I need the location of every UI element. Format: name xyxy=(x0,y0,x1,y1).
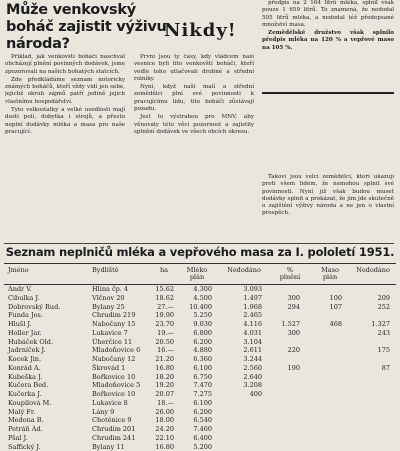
headline-answer: Nikdy! xyxy=(164,20,237,41)
cell-milk-plan: 10.400 xyxy=(178,303,212,312)
cell-residence: Nabočany 15 xyxy=(92,320,148,329)
cell-name: Kučerka J. xyxy=(8,390,92,399)
paragraph: Příklad, jak venkovští boháči naschvál obcházejí plnění povinných dodávek, jsme zpozorovali na našich bohatých statcích. xyxy=(5,54,125,76)
table-row xyxy=(4,364,396,373)
cell-ha: 16.— xyxy=(148,346,174,355)
paragraph: předpis na 2 164 litrů mléka, splnil však pouze 1 659 litrů. To znamená, že nedodal 505 litrů mléka, a nedodal též předepsané množství masa. xyxy=(262,0,394,29)
cell-pct: 300 xyxy=(268,329,300,338)
cell-residence: Úherčice 11 xyxy=(92,338,148,347)
header-pct: % plnění xyxy=(276,267,304,281)
cell-ha: 19.— xyxy=(148,329,174,338)
cell-ha: 16.80 xyxy=(148,364,174,373)
table-row xyxy=(4,311,396,320)
cell-residence: Vlčnov 20 xyxy=(92,294,148,303)
cell-name: Holler Jar. xyxy=(8,329,92,338)
cell-pct: 294 xyxy=(268,303,300,312)
header-milk-plan: Mléko plán xyxy=(184,267,210,281)
paragraph: Jest to výstrahou pro MNV, aby věnovaly této věci pozornost a zajistily splnění dodávek ve všech obcích okresu. xyxy=(134,114,254,136)
cell-residence: Bylany 25 xyxy=(92,303,148,312)
table-header xyxy=(4,263,396,285)
cell-residence: Lukavice 8 xyxy=(92,399,148,408)
paragraph: Tyto velkostatky a velké usedlosti mají dosti polí, dobytka i strojů, a přesto neplní dodávky mléka a masa pro naše pracující. xyxy=(5,107,125,136)
cell-milk-short: 4.031 xyxy=(220,329,262,338)
cell-ha: 27.— xyxy=(148,303,174,312)
cell-milk-short: 3.104 xyxy=(220,338,262,347)
table-row xyxy=(4,373,396,382)
cell-milk-plan: 6.400 xyxy=(178,434,212,443)
table-row xyxy=(4,381,396,390)
cell-milk-plan: 6.200 xyxy=(178,338,212,347)
article-column-3 xyxy=(262,0,394,84)
paragraph: Nyní, když naši malí a střední zemědělci plní své povinnosti k pracujícímu lidu, tito boháči zůstávají pozadu. xyxy=(134,84,254,113)
cell-milk-plan: 4.300 xyxy=(178,285,212,294)
cell-ha: 21.20 xyxy=(148,355,174,364)
cell-milk-short: 3.093 xyxy=(220,285,262,294)
cell-name: Kučera Bed. xyxy=(8,381,92,390)
article-column-2 xyxy=(134,54,254,240)
cell-ha: 18.62 xyxy=(148,294,174,303)
table-title: Seznam neplničů mléka a vepřového masa za I. pololetí 1951. xyxy=(0,245,400,259)
table-row xyxy=(4,338,396,347)
cell-name: Koupilová M. xyxy=(8,399,92,408)
column-divider xyxy=(262,92,394,94)
table-row xyxy=(4,443,396,451)
cell-residence: Bořkovice 10 xyxy=(92,390,148,399)
cell-meat-short: 209 xyxy=(348,294,390,303)
cell-name: Kubeška J. xyxy=(8,373,92,382)
cell-residence: Chotěnice 9 xyxy=(92,416,148,425)
cell-milk-short: 2.465 xyxy=(220,311,262,320)
cell-name: Funda Jos. xyxy=(8,311,92,320)
header-meat-short: Nedodáno xyxy=(354,267,392,274)
article-column-1 xyxy=(5,54,125,240)
paragraph: Zde předkládáme seznam notoricky známých boháčů, kteří vždy vidí jen sebe, jejichž okruh zájmů patří jedině jejich vlastnímu hospodářství. xyxy=(5,77,125,106)
header-name: Jméno xyxy=(8,267,29,274)
cell-residence: Škrovád 1 xyxy=(92,364,148,373)
cell-residence: Lány 9 xyxy=(92,408,148,417)
cell-pct: 190 xyxy=(268,364,300,373)
cell-ha: 19.20 xyxy=(148,381,174,390)
cell-name: Medona B. xyxy=(8,416,92,425)
cell-milk-plan: 7.275 xyxy=(178,390,212,399)
cell-residence: Bořkovice 10 xyxy=(92,373,148,382)
cell-milk-plan: 5.200 xyxy=(178,443,212,451)
table-row xyxy=(4,294,396,303)
cell-ha: 16.80 xyxy=(148,443,174,451)
cell-milk-plan: 6.540 xyxy=(178,416,212,425)
cell-meat-short: 1.327 xyxy=(348,320,390,329)
cell-name: Konrád A. xyxy=(8,364,92,373)
cell-name: Kocek Jin. xyxy=(8,355,92,364)
cell-residence: Chrudim 201 xyxy=(92,425,148,434)
table-row xyxy=(4,390,396,399)
section-divider xyxy=(4,243,394,244)
cell-ha: 18.20 xyxy=(148,373,174,382)
table-row xyxy=(4,285,396,294)
cell-milk-short: 400 xyxy=(220,390,262,399)
cell-ha: 22.10 xyxy=(148,434,174,443)
table-body xyxy=(4,285,396,451)
table-row xyxy=(4,329,396,338)
cell-name: Malý Fr. xyxy=(8,408,92,417)
table-row xyxy=(4,416,396,425)
cell-residence: Bylany 11 xyxy=(92,443,148,451)
cell-meat-short: 243 xyxy=(348,329,390,338)
header-residence: Bydliště xyxy=(92,267,119,274)
cell-pct: 220 xyxy=(268,346,300,355)
cell-ha: 18.00 xyxy=(148,416,174,425)
cell-meat-plan: 468 xyxy=(306,320,342,329)
cell-name: Pšal J. xyxy=(8,434,92,443)
cell-milk-plan: 6.750 xyxy=(178,373,212,382)
cell-meat-short: 87 xyxy=(348,364,390,373)
table-row xyxy=(4,303,396,312)
table-row xyxy=(4,346,396,355)
table-row xyxy=(4,425,396,434)
cell-milk-plan: 9.030 xyxy=(178,320,212,329)
cell-residence: Lukavice 7 xyxy=(92,329,148,338)
cell-milk-plan: 7.460 xyxy=(178,425,212,434)
cell-ha: 18.— xyxy=(148,399,174,408)
cell-meat-short: 175 xyxy=(348,346,390,355)
cell-ha: 20.50 xyxy=(148,338,174,347)
cell-milk-short: 2.640 xyxy=(220,373,262,382)
cell-meat-plan: 107 xyxy=(306,303,342,312)
header-meat-plan: Maso plán xyxy=(316,267,344,281)
cell-name: Cibulka J. xyxy=(8,294,92,303)
cell-milk-short: 3.244 xyxy=(220,355,262,364)
cell-pct: 1.527 xyxy=(268,320,300,329)
paragraph: První jsou ty časy, kdy vládcem naší vesnice byli tito venkovští boháči, kteří vedle toho utlačovali drobné a střední rolníky. xyxy=(134,54,254,83)
defaulters-table xyxy=(4,263,396,451)
cell-ha: 20.07 xyxy=(148,390,174,399)
table-row xyxy=(4,320,396,329)
cell-residence: Hlina čp. 4 xyxy=(92,285,148,294)
cell-ha: 26.00 xyxy=(148,408,174,417)
paragraph-bold: Zemědělské družstvo však splnilo předpis mléka na 120 % a vepřové maso na 105 %. xyxy=(262,30,394,52)
cell-name: Petráň Ad. xyxy=(8,425,92,434)
table-row xyxy=(4,399,396,408)
cell-ha: 23.70 xyxy=(148,320,174,329)
cell-ha: 24.20 xyxy=(148,425,174,434)
cell-ha: 15.62 xyxy=(148,285,174,294)
cell-name: Saffický J. xyxy=(8,443,92,451)
cell-milk-short: 2.611 xyxy=(220,346,262,355)
cell-milk-short: 1.968 xyxy=(220,303,262,312)
table-row xyxy=(4,434,396,443)
headline: Může venkovský boháč zajistit výživu národa? xyxy=(6,2,176,53)
cell-residence: Mladoňovice 6 xyxy=(92,346,148,355)
cell-milk-short: 2.560 xyxy=(220,364,262,373)
cell-pct: 300 xyxy=(268,294,300,303)
article-column-4 xyxy=(262,174,394,240)
table-row xyxy=(4,408,396,417)
cell-residence: Chrudim 241 xyxy=(92,434,148,443)
cell-milk-plan: 6.100 xyxy=(178,399,212,408)
cell-milk-plan: 6.360 xyxy=(178,355,212,364)
header-milk-short: Nedodáno xyxy=(226,267,262,274)
cell-residence: Chrudim 219 xyxy=(92,311,148,320)
cell-name: Hubáček Old. xyxy=(8,338,92,347)
cell-meat-plan: 100 xyxy=(306,294,342,303)
cell-name: Jadrníček J. xyxy=(8,346,92,355)
cell-name: Dobrovský Rud. xyxy=(8,303,92,312)
cell-milk-plan: 6.800 xyxy=(178,329,212,338)
cell-meat-short: 252 xyxy=(348,303,390,312)
cell-milk-short: 3.208 xyxy=(220,381,262,390)
cell-name: Andr V. xyxy=(8,285,92,294)
table-row xyxy=(4,355,396,364)
cell-milk-plan: 4.500 xyxy=(178,294,212,303)
header-ha: ha xyxy=(154,267,174,274)
cell-milk-short: 1.497 xyxy=(220,294,262,303)
cell-residence: Nabočany 12 xyxy=(92,355,148,364)
cell-milk-plan: 6.200 xyxy=(178,408,212,417)
cell-name: Hlušl J. xyxy=(8,320,92,329)
cell-milk-plan: 4.880 xyxy=(178,346,212,355)
cell-milk-short: 4.116 xyxy=(220,320,262,329)
cell-milk-plan: 6.100 xyxy=(178,364,212,373)
cell-ha: 19.90 xyxy=(148,311,174,320)
cell-residence: Mladoňovice 5 xyxy=(92,381,148,390)
cell-milk-plan: 5.250 xyxy=(178,311,212,320)
paragraph: Takoví jsou velcí zemědělci, kteří ukazují proti všem lidem, že nemohou splnit své povinnosti. Nyní již však budou muset dodávky splnit a prokázat, že jim jde skutečně o zajištění výživy národa a ne jen o vlastní prospěch. xyxy=(262,174,394,218)
cell-milk-plan: 7.470 xyxy=(178,381,212,390)
